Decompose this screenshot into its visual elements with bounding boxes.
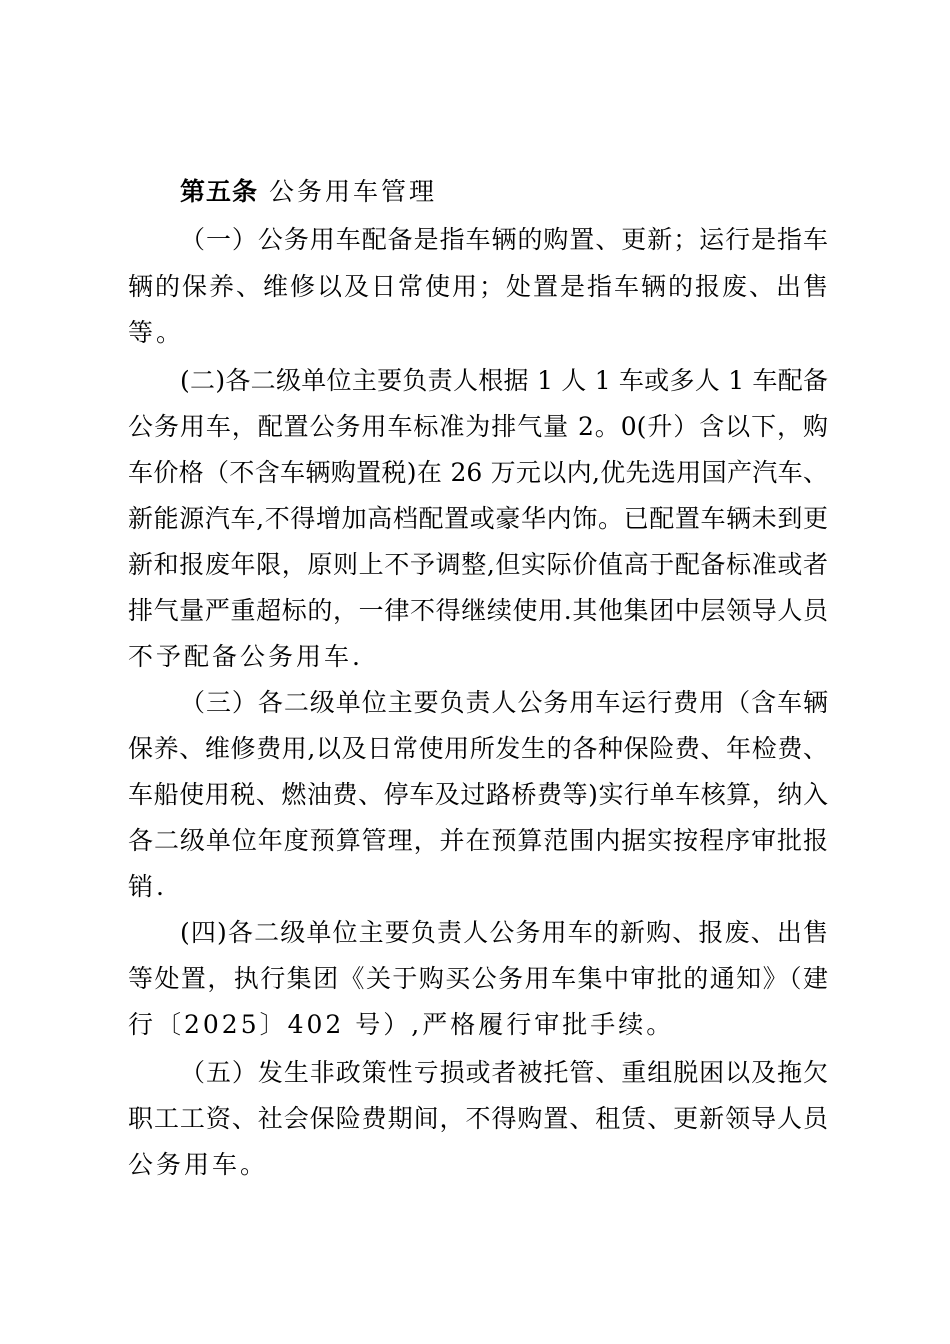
- paragraph-4-line-1: (四)各二级单位主要负责人公务用车的新购、报废、出售: [180, 918, 828, 947]
- paragraph-5-line-1: （五）发生非政策性亏损或者被托管、重组脱困以及拖欠: [180, 1058, 828, 1087]
- paragraph-1-line-3: 等。: [128, 318, 185, 347]
- paragraph-2-line-2: 公务用车，配置公务用车标准为排气量 2。0(升）含以下，购: [128, 412, 828, 441]
- paragraph-4-line-2: 等处置，执行集团《关于购买公务用车集中审批的通知》（建: [128, 964, 828, 993]
- article-heading: [180, 177, 828, 207]
- paragraph-2-line-6: 排气量严重超标的，一律不得继续使用.其他集团中层领导人员: [128, 596, 828, 625]
- paragraph-3-line-2: 保养、维修费用,以及日常使用所发生的各种保险费、年检费、: [128, 734, 828, 763]
- article-number: 第五条: [180, 177, 259, 206]
- paragraph-2-line-7: 不予配备公务用车.: [128, 642, 363, 671]
- paragraph-3-line-5: 销.: [128, 872, 167, 901]
- article-title: 公务用车管理: [268, 177, 437, 206]
- paragraph-3-line-4: 各二级单位年度预算管理，并在预算范围内据实按程序审批报: [128, 826, 828, 855]
- paragraph-1-line-1: （一）公务用车配备是指车辆的购置、更新；运行是指车: [180, 225, 828, 254]
- paragraph-3-line-1: （三）各二级单位主要负责人公务用车运行费用（含车辆: [180, 688, 828, 717]
- paragraph-2-line-5: 新和报废年限，原则上不予调整,但实际价值高于配备标准或者: [128, 550, 828, 579]
- paragraph-2-line-1: (二)各二级单位主要负责人根据 1 人 1 车或多人 1 车配备: [180, 366, 828, 395]
- paragraph-1-line-2: 辆的保养、维修以及日常使用；处置是指车辆的报废、出售: [128, 272, 828, 301]
- paragraph-3-line-3: 车船使用税、燃油费、停车及过路桥费等)实行单车核算，纳入: [128, 780, 828, 809]
- paragraph-5-line-2: 职工工资、社会保险费期间，不得购置、租赁、更新领导人员: [128, 1104, 828, 1133]
- paragraph-5-line-3: 公务用车。: [128, 1150, 269, 1179]
- paragraph-4-line-3: 行〔2025〕402 号）,严格履行审批手续。: [128, 1010, 675, 1039]
- paragraph-2-line-4: 新能源汽车,不得增加高档配置或豪华内饰。已配置车辆未到更: [128, 504, 828, 533]
- paragraph-2-line-3: 车价格（不含车辆购置税)在 26 万元以内,优先选用国产汽车、: [128, 458, 828, 487]
